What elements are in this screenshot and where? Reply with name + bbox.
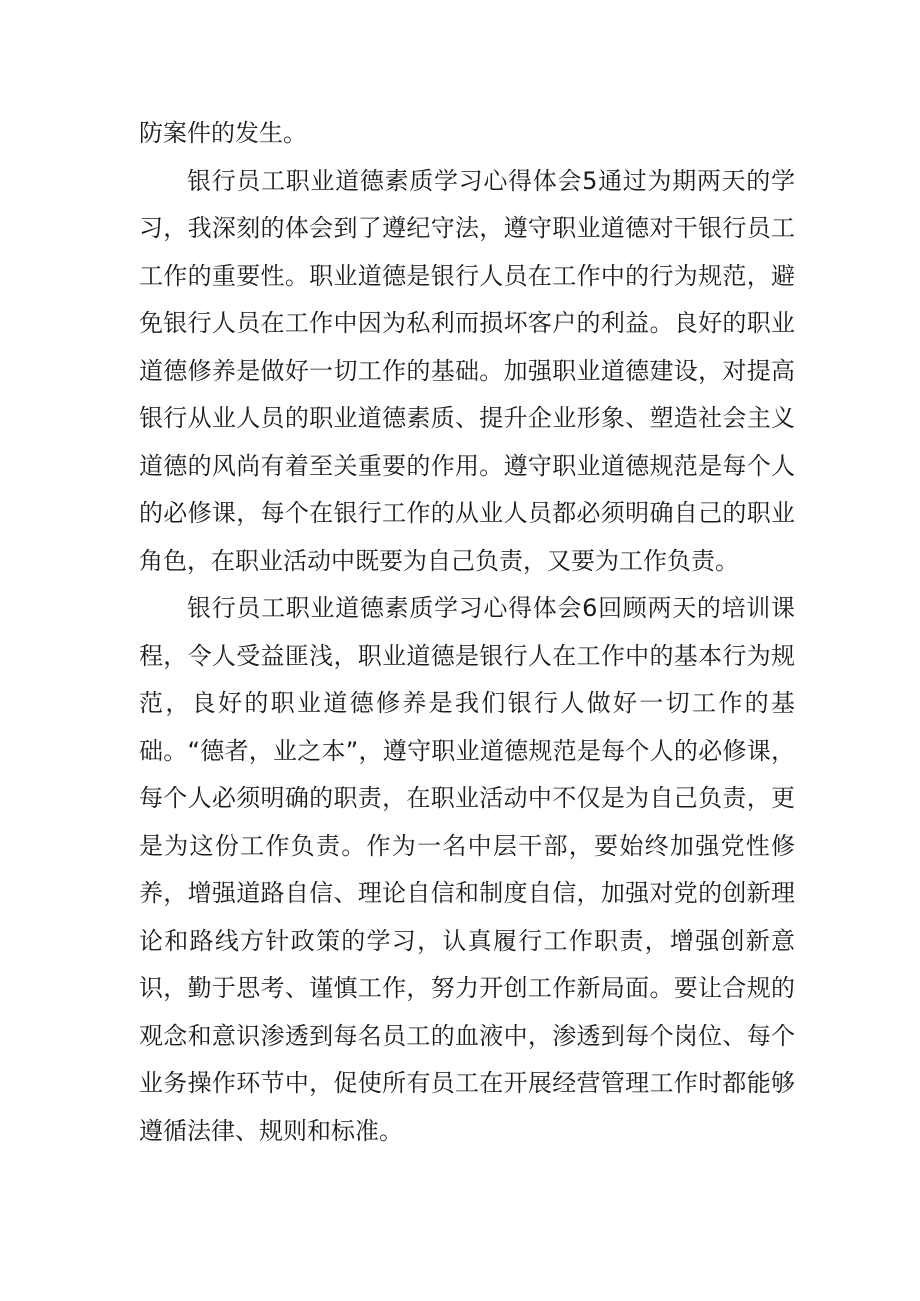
document-body [139, 110, 795, 1155]
paragraph-reflection-6: 银行员工职业道德素质学习心得体会6回顾两天的培训课程，令人受益匪浅，职业道德是银行人在工作中的基本行为规范，良好的职业道德修养是我们银行人做好一切工作的基础。“德者，业之本”，遵守职业道德规范是每个人的必修课，每个人必须明确的职责，在职业活动中不仅是为自己负责，更是为这份工作负责。作为一名中层干部，要始终加强党性修养，增强道路自信、理论自信和制度自信，加强对党的创新理论和路线方针政策的学习，认真履行工作职责，增强创新意识，勤于思考、谨慎工作，努力开创工作新局面。要让合规的观念和意识渗透到每名员工的血液中，渗透到每个岗位、每个业务操作环节中，促使所有员工在开展经营管理工作时都能够遵循法律、规则和标准。 [139, 594, 795, 1145]
paragraph-reflection-5: 银行员工职业道德素质学习心得体会5通过为期两天的学习，我深刻的体会到了遵纪守法，遵守职业道德对干银行员工工作的重要性。职业道德是银行人员在工作中的行为规范，避免银行人员在工作中因为私利而损坏客户的利益。良好的职业道德修养是做好一切工作的基础。加强职业道德建设，对提高银行从业人员的职业道德素质、提升企业形象、塑造社会主义道德的风尚有着至关重要的作用。遵守职业道德规范是每个人的必修课，每个在银行工作的从业人员都必须明确自己的职业角色，在职业活动中既要为自己负责，又要为工作负责。 [139, 166, 795, 575]
paragraph-continuation: 防案件的发生。 [139, 119, 307, 147]
